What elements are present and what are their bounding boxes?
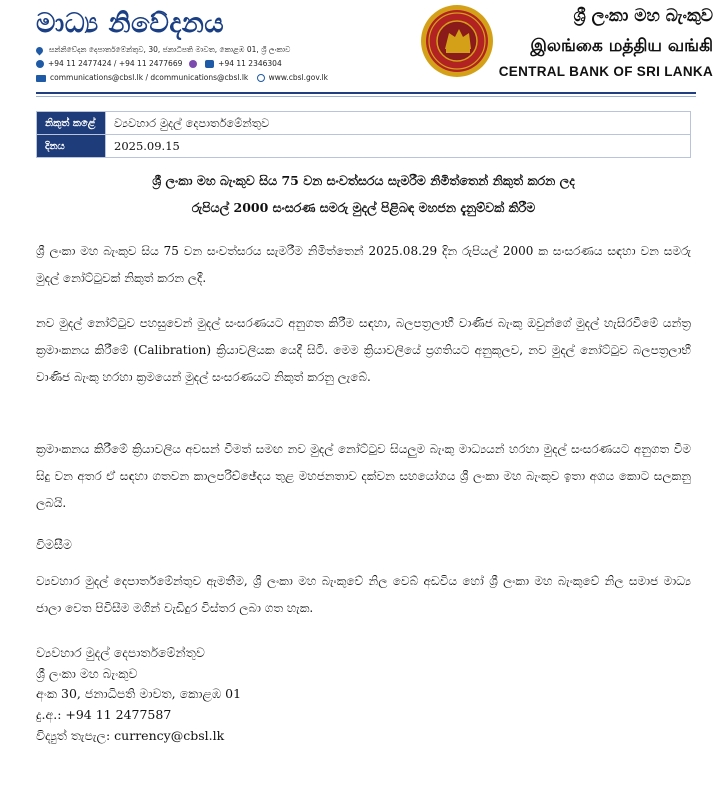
email-links[interactable]: communications@cbsl.lk / dcommunications@cbsl.lk — [50, 73, 249, 82]
date-value: 2025.09.15 — [106, 135, 691, 158]
letterhead — [0, 0, 727, 100]
paragraph-2: නව මුදල් නෝට්ටුව පහසුවෙන් මුදල් සංසරණයට අනුගත කිරීම සඳහා, බලපත්‍රලාභී වාණිජ බැංකු ඔවුන්ගේ මුදල් හැසිරවීමේ යන්ත්‍ර ක්‍රමාංකනය කිරීමේ (Calibration) ක්‍රියාවලියක යෙදී සිටී. මෙම ක්‍රියාවලියේ ප්‍රගතියට අනුකූලව, නව මුදල් නෝට්ටුව බලපත්‍රලාභී වාණිජ බැංකු හරහා ක්‍රමයෙන් මුදල් සංසරණයට නිකුත් කරනු ලැබේ. — [36, 316, 691, 384]
meta-table — [36, 111, 691, 158]
contact-phones: +94 11 2477424 / +94 11 2477669 +94 11 2346304 — [36, 59, 282, 68]
header-divider-thin — [36, 96, 696, 97]
contact-bank: ශ්‍රී ලංකා මහ බැංකුව — [36, 666, 138, 681]
date-label: දිනය — [37, 135, 106, 158]
release-title-line-1: ශ්‍රී ලංකා මහ බැංකුව සිය 75 වන සංවත්සරය සැමරීම නිමිත්තෙන් නිකුත් කරන ලද — [152, 173, 575, 188]
inquiries-heading: විමසීම — [36, 537, 72, 552]
viber-icon — [189, 60, 197, 68]
contact-email[interactable]: විද්‍යුත් තැපැල: currency@cbsl.lk — [36, 728, 225, 743]
issued-by-label: නිකුත් කළේ — [37, 112, 106, 135]
date-row — [37, 135, 691, 158]
contact-dept: ව්‍යවහාර මුදල් දෙපාර්තමේන්තුව — [36, 645, 205, 660]
inquiries-text: ව්‍යවහාර මුදල් දෙපාර්තමේන්තුව ඇමතීම, ශ්‍රී ලංකා මහ බැංකුවේ නිල වෙබ් අඩවිය හෝ ශ්‍රී ලංකා මහ බැංකුවේ නිල සමාජ මාධ්‍ය ජාලා වෙත පිවිසීම මගින් වැඩිදුර විස්තර ලබා ගත හැක. — [36, 574, 691, 615]
paragraph-3: ක්‍රමාංකනය කිරීමේ ක්‍රියාවලිය අවසන් වීමත් සමඟ නව මුදල් නෝට්ටුව සියලුම බැංකු මාධ්‍යයන් හරහා මුදල් සංසරණයට අනුගත වීම සිදු වන අතර ඒ සඳහා ගතවන කාලපරිච්ඡේදය තුළ මහජනතාව දක්වන සහයෝගය ශ්‍රී ලංකා මහ බැංකුව ඉතා අගය කොට සලකනු ලබයි. — [36, 442, 691, 510]
contact-address: සන්නිවේදන දෙපාර්තමේන්තුව, 30, ජනාධිපති මාවත, කොළඹ 01, ශ්‍රී ලංකාව — [36, 45, 290, 55]
issued-by-row — [37, 112, 691, 135]
contact-email-web — [36, 73, 328, 82]
release-title-line-2: රුපියල් 2000 සංසරණ සමරු මුදල් පිළිබඳ මහජන දැනුම්වක් කිරීම — [191, 200, 536, 215]
brand-title: මාධ්‍ය නිවේදනය — [36, 8, 225, 39]
contact-phone: දු.අ.: +94 11 2477587 — [36, 707, 172, 722]
cbsl-seal-logo — [419, 3, 495, 79]
location-pin-icon — [35, 45, 45, 55]
bank-name-sinhala: ශ්‍රී ලංකා මහ බැංකුව — [573, 6, 713, 26]
phone-icon — [36, 60, 44, 68]
email-icon — [36, 75, 46, 82]
fax-icon — [205, 60, 214, 68]
globe-icon — [257, 74, 265, 82]
website-link[interactable]: www.cbsl.gov.lk — [268, 73, 329, 82]
contact-address-footer: අංක 30, ජනාධිපති මාවත, කොළඹ 01 — [36, 686, 242, 701]
paragraph-1: ශ්‍රී ලංකා මහ බැංකුව සිය 75 වන සංවත්සරය සැමරීම නිමිත්තෙන් 2025.08.29 දින රුපියල් 2000 ක සංසරණය සඳහා වන සමරු මුදල් නෝට්ටුවක් නිකුත් කරන ලදී. — [36, 244, 691, 285]
bank-name-english: CENTRAL BANK OF SRI LANKA — [498, 64, 713, 79]
header-divider — [36, 92, 696, 94]
issued-by-value: ව්‍යවහාර මුදල් දෙපාර්තමේන්තුව — [106, 112, 691, 135]
bank-name-tamil: இலங்கை மத்திய வங்கி — [530, 36, 713, 56]
